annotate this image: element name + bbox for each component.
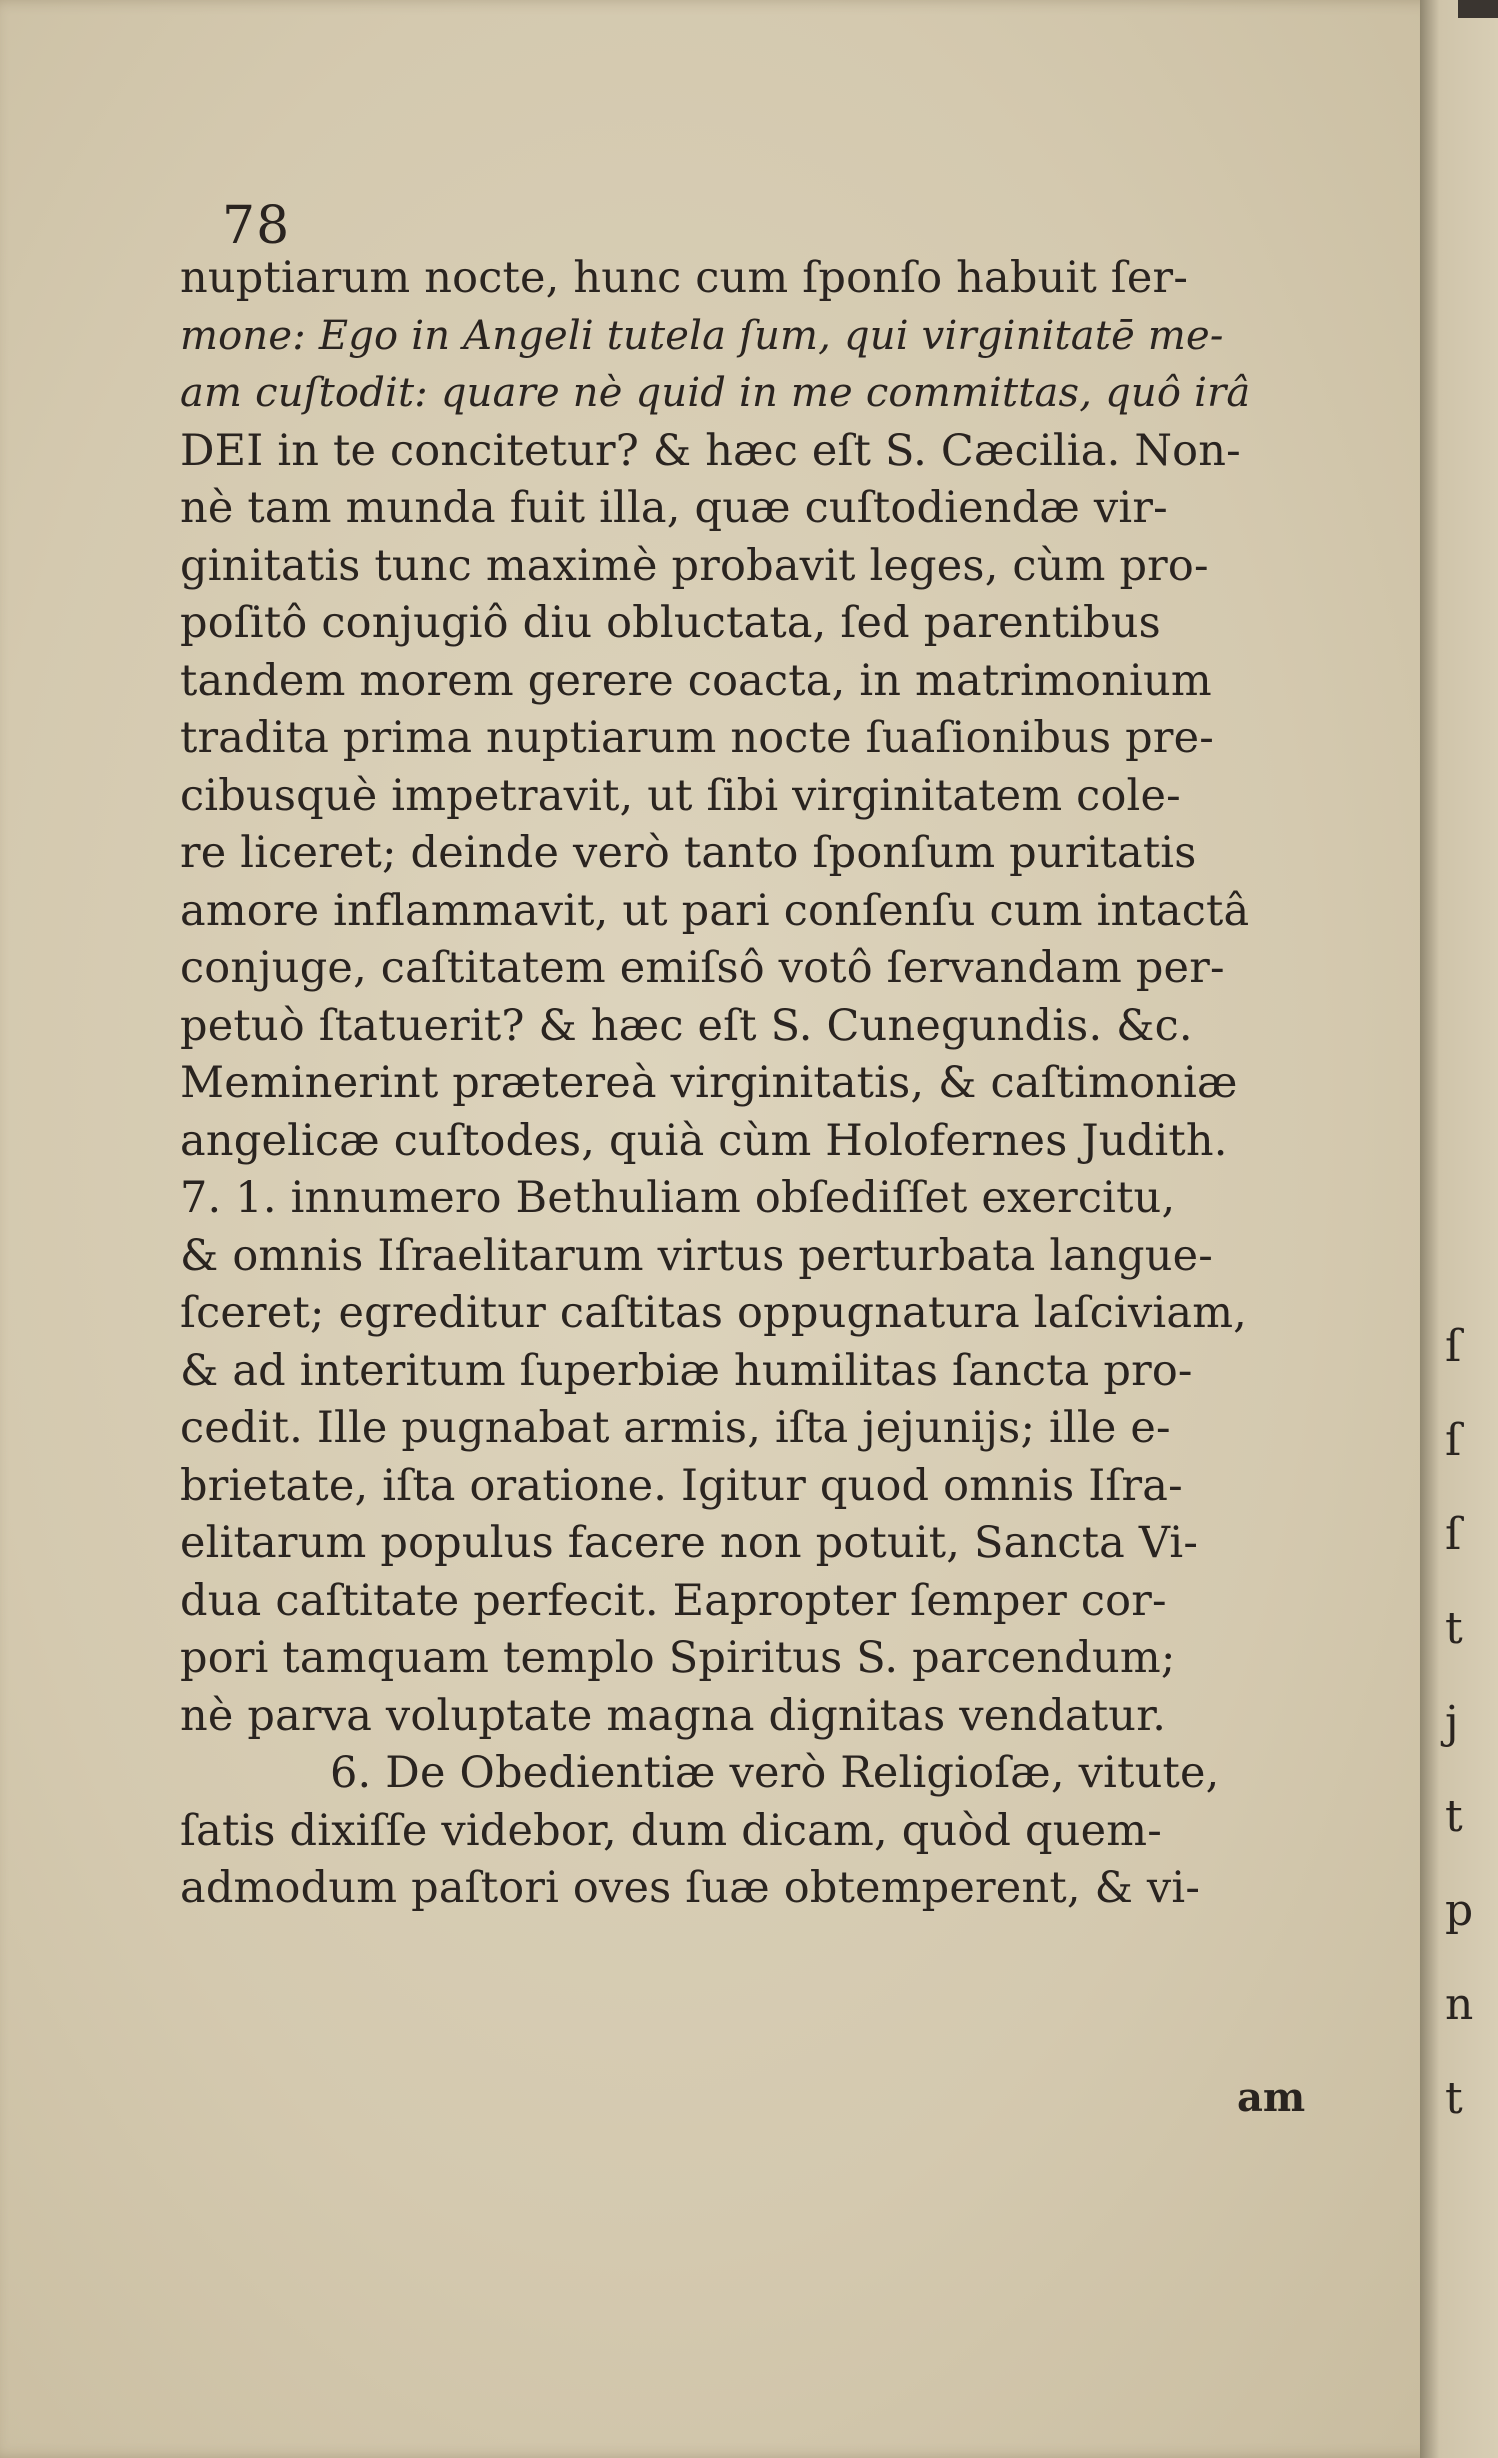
text-line: nuptiarum nocte, hunc cum ſponſo habuit ſer- bbox=[180, 253, 1189, 303]
text-line: pori tamquam templo Spiritus S. parcendum; bbox=[180, 1633, 1176, 1683]
fragment-letter: t bbox=[1445, 1791, 1463, 1842]
next-page-fragments bbox=[1445, 1300, 1485, 2146]
text-line: 7. 1. innumero Bethuliam obſediſſet exercitu, bbox=[180, 1173, 1176, 1223]
text-line: ſatis dixiſſe videbor, dum dicam, quòd quem- bbox=[180, 1805, 1162, 1856]
text-line: & omnis Iſraelitarum virtus perturbata langue- bbox=[180, 1230, 1214, 1281]
text-line: poſitô conjugiô diu obluctata, ſed parentibus bbox=[180, 598, 1161, 648]
text-line: brietate, iſta oratione. Igitur quod omnis Iſra- bbox=[180, 1460, 1183, 1511]
catchword: am bbox=[1237, 2074, 1306, 2121]
scan-corner-mark bbox=[1458, 0, 1498, 18]
page-number: 78 bbox=[222, 196, 291, 256]
text-line: petuò ſtatuerit? & hæc eſt S. Cunegundis. &c. bbox=[180, 1000, 1193, 1051]
text-line: amore inflammavit, ut pari conſenſu cum intactâ bbox=[180, 885, 1250, 936]
text-line: ginitatis tunc maximè probavit leges, cùm pro- bbox=[180, 540, 1209, 591]
text-line: am cuſtodit: quare nè quid in me committas, quô irâ bbox=[180, 370, 1251, 416]
text-line: DEI in te concitetur? & hæc eſt S. Cæcilia. Non- bbox=[180, 425, 1241, 476]
text-line: Meminerint prætereà virginitatis, & caſtimoniæ bbox=[180, 1058, 1238, 1108]
text-line: ſceret; egreditur caſtitas oppugnatura laſciviam, bbox=[180, 1288, 1248, 1338]
fragment-letter: ſ bbox=[1445, 1509, 1462, 1560]
text-line: elitarum populus facere non potuit, Sancta Vi- bbox=[180, 1518, 1199, 1568]
body-text bbox=[180, 250, 1380, 1918]
text-line: conjuge, caſtitatem emiſsô votô ſervandam per- bbox=[180, 943, 1225, 993]
text-line: nè parva voluptate magna dignitas vendatur. bbox=[180, 1690, 1167, 1741]
text-line: angelicæ cuſtodes, quià cùm Holofernes Judith. bbox=[180, 1115, 1228, 1166]
fragment-letter: ſ bbox=[1445, 1321, 1462, 1372]
text-line: tradita prima nuptiarum nocte ſuaſionibus pre- bbox=[180, 713, 1215, 763]
text-line: 6. De Obedientiæ verò Religioſæ, vitute, bbox=[330, 1748, 1220, 1798]
text-line: mone: Ego in Angeli tutela ſum, qui virginitatē me- bbox=[180, 312, 1224, 359]
text-line: cedit. Ille pugnabat armis, iſta jejunijs; ille e- bbox=[180, 1403, 1171, 1453]
fragment-letter: n bbox=[1445, 1979, 1474, 2030]
fragment-letter: p bbox=[1445, 1885, 1474, 1936]
text-line: dua caſtitate perfecit. Eapropter ſemper cor- bbox=[180, 1575, 1167, 1626]
fragment-letter: t bbox=[1445, 1603, 1463, 1654]
text-line: & ad interitum ſuperbiæ humilitas ſancta pro- bbox=[180, 1345, 1193, 1396]
text-line: admodum paſtori oves ſuæ obtemperent, & vi- bbox=[180, 1863, 1201, 1913]
fragment-letter: ſ bbox=[1445, 1415, 1462, 1466]
text-line: re liceret; deinde verò tanto ſponſum puritatis bbox=[180, 828, 1197, 878]
fragment-letter: t bbox=[1445, 2073, 1463, 2124]
text-line: cibusquè impetravit, ut ſibi virginitatem cole- bbox=[180, 770, 1181, 821]
fragment-letter: j bbox=[1445, 1697, 1459, 1748]
text-line: tandem morem gerere coacta, in matrimonium bbox=[180, 655, 1212, 706]
text-line: nè tam munda fuit illa, quæ cuſtodiendæ vir- bbox=[180, 483, 1168, 533]
